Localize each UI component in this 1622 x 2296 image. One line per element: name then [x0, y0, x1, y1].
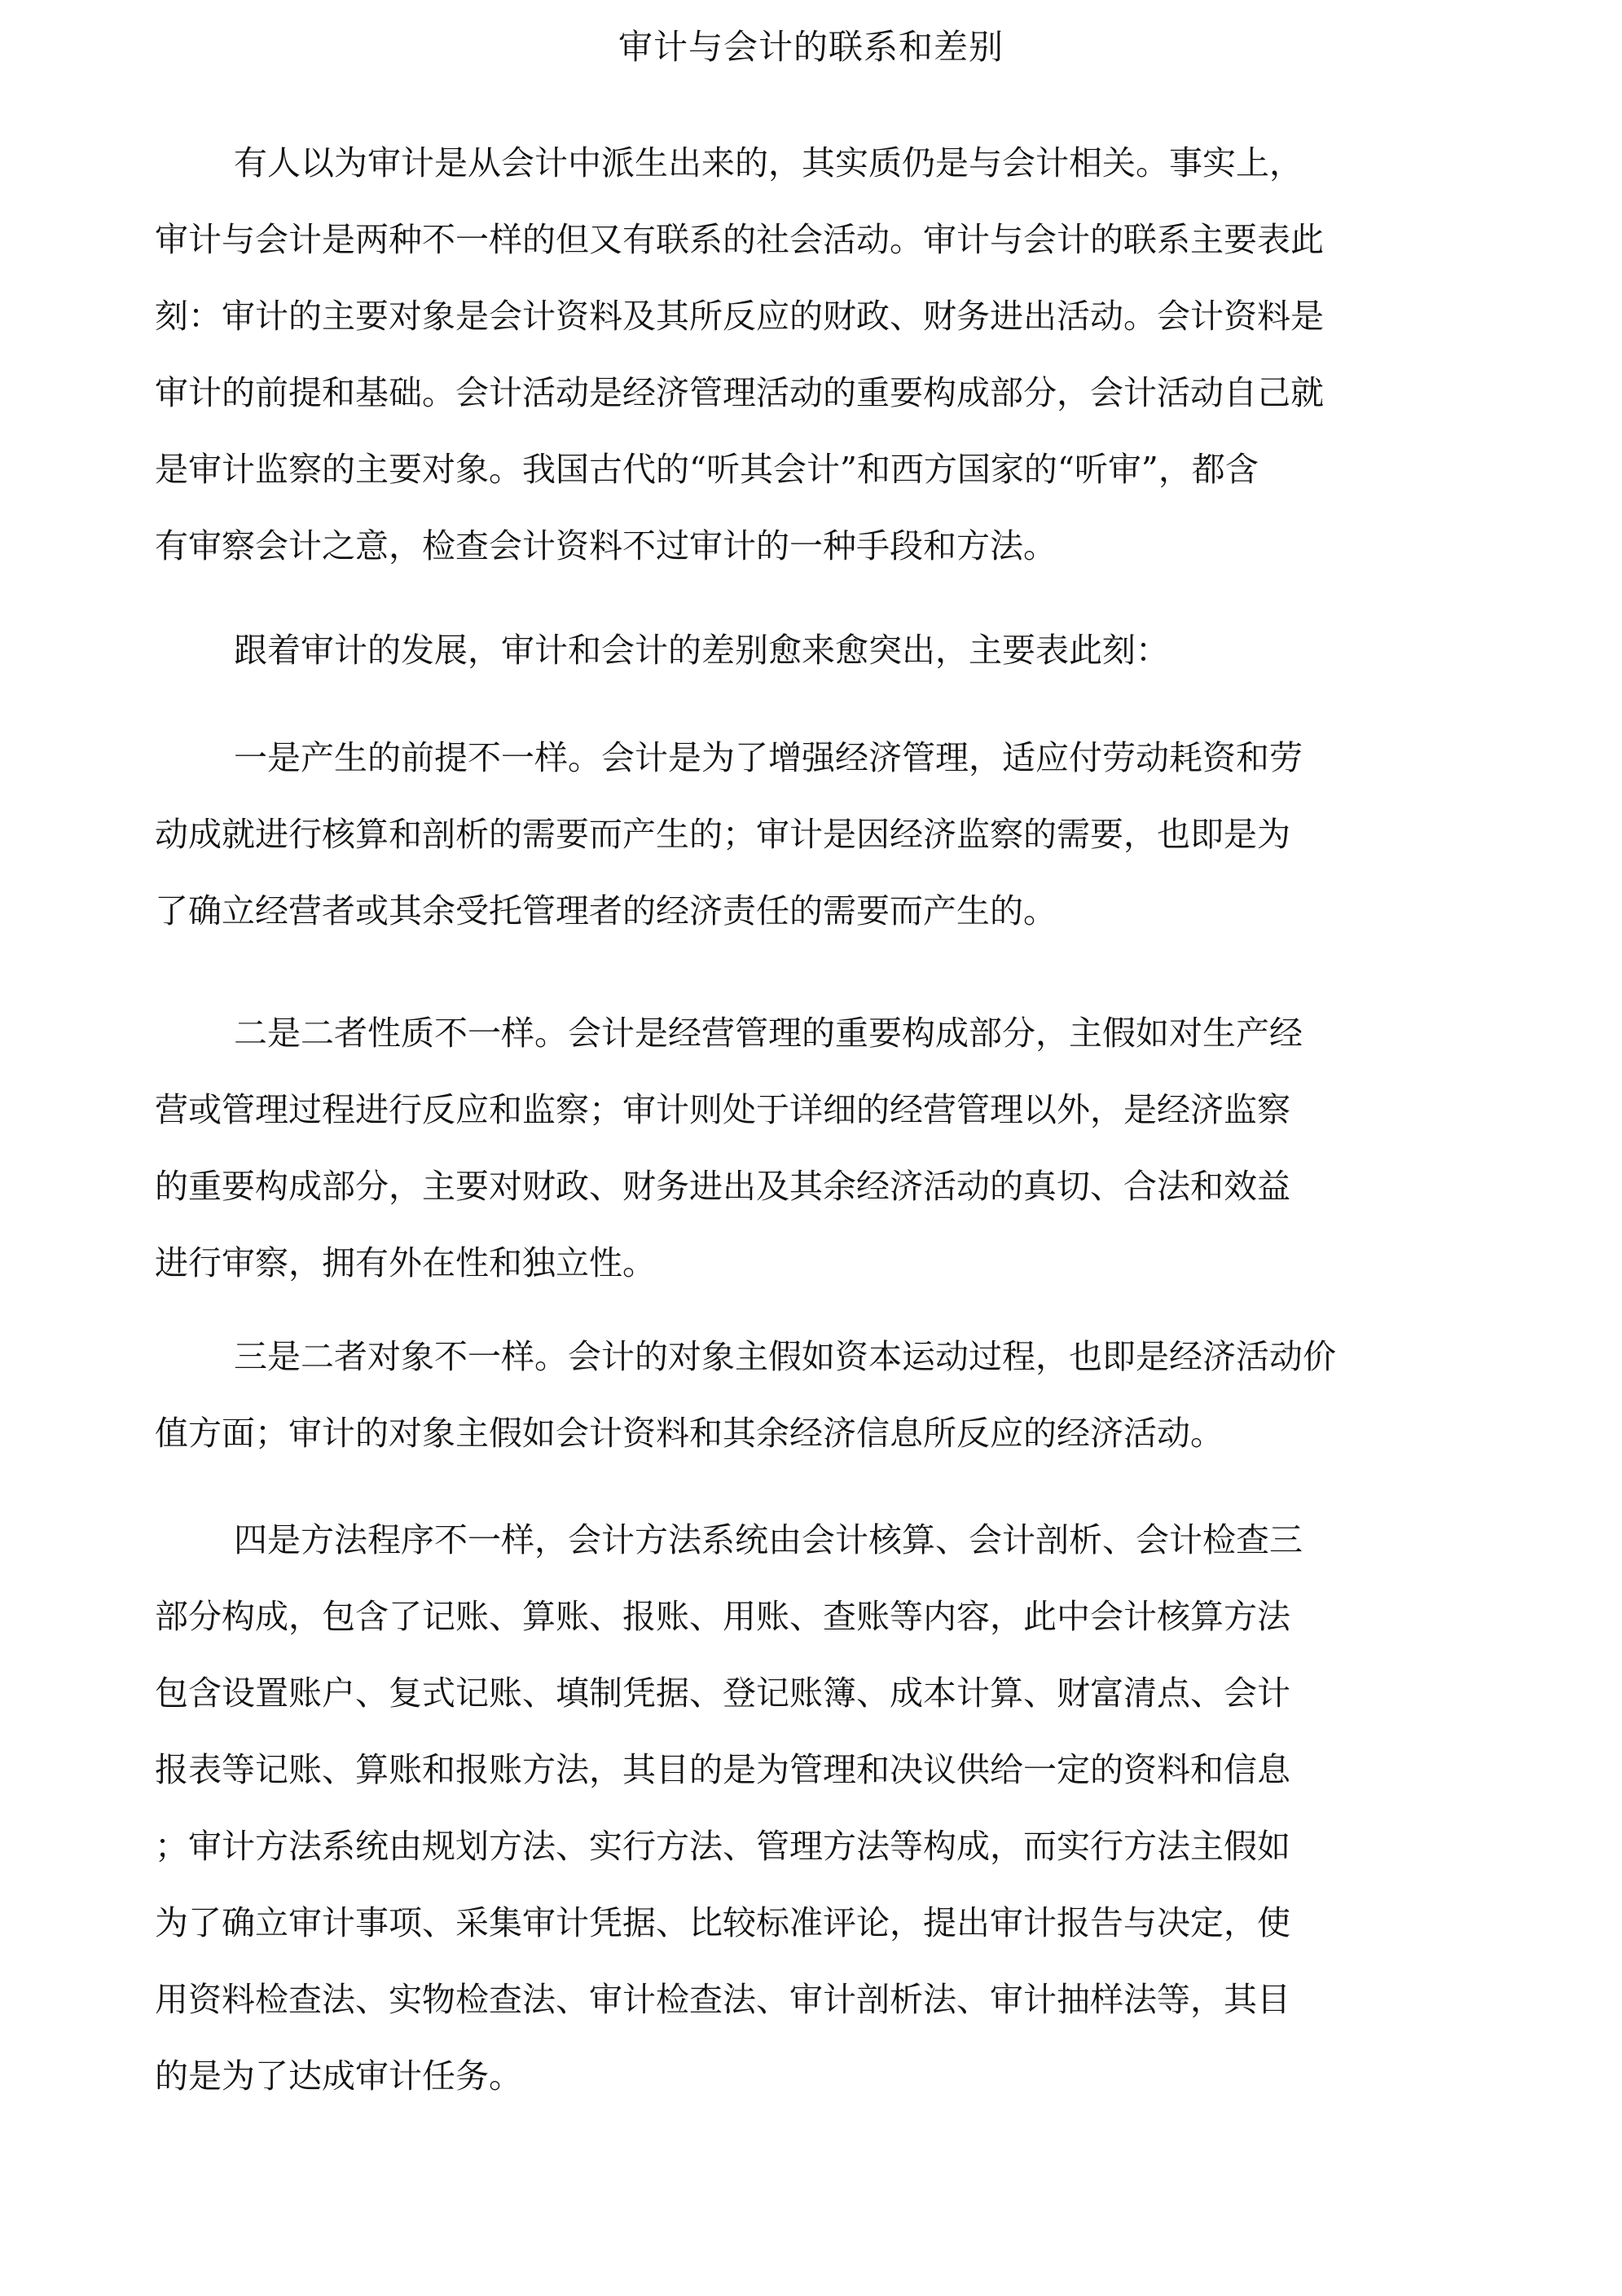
- document-title: 审计与会计的联系和差别: [618, 27, 1004, 67]
- text-line: 有审察会计之意，检查会计资料不过审计的一种手段和方法。: [155, 526, 1057, 565]
- text-line: 营或管理过程进行反应和监察；审计则处于详细的经营管理以外，是经济监察: [155, 1090, 1290, 1129]
- text-line: 审计的前提和基础。会计活动是经济管理活动的重要构成部分，会计活动自己就: [155, 373, 1324, 412]
- text-line: 为了确立审计事项、采集审计凭据、比较标准评论，提出审计报告与决定，使: [155, 1903, 1290, 1942]
- text-line: 刻：审计的主要对象是会计资料及其所反应的财政、财务进出活动。会计资料是: [155, 297, 1324, 336]
- text-line: 进行审察，拥有外在性和独立性。: [155, 1243, 656, 1282]
- text-line: 跟着审计的发展，审计和会计的差别愈来愈突出，主要表此刻：: [234, 631, 1169, 670]
- text-line: 一是产生的前提不一样。会计是为了增强经济管理，适应付劳动耗资和劳: [234, 738, 1303, 777]
- text-line: 的是为了达成审计任务。: [155, 2056, 522, 2096]
- text-line: 三是二者对象不一样。会计的对象主假如资本运动过程，也即是经济活动价: [234, 1337, 1336, 1376]
- text-line: 报表等记账、算账和报账方法，其目的是为管理和决议供给一定的资料和信息: [155, 1750, 1290, 1789]
- text-line: 有人以为审计是从会计中派生出来的，其实质仍是与会计相关。事实上，: [234, 143, 1303, 183]
- text-line: 四是方法程序不一样，会计方法系统由会计核算、会计剖析、会计检查三: [234, 1520, 1303, 1559]
- text-line: 了确立经营者或其余受托管理者的经济责任的需要而产生的。: [155, 891, 1057, 930]
- text-line: 值方面；审计的对象主假如会计资料和其余经济信息所反应的经济活动。: [155, 1414, 1224, 1453]
- text-line: 审计与会计是两种不一样的但又有联系的社会活动。审计与会计的联系主要表此: [155, 220, 1324, 259]
- text-line: 部分构成，包含了记账、算账、报账、用账、查账等内容，此中会计核算方法: [155, 1597, 1290, 1636]
- text-line: 的重要构成部分，主要对财政、财务进出及其余经济活动的真切、合法和效益: [155, 1167, 1290, 1206]
- text-line: 二是二者性质不一样。会计是经营管理的重要构成部分，主假如对生产经: [234, 1014, 1303, 1053]
- text-line: 动成就进行核算和剖析的需要而产生的；审计是因经济监察的需要，也即是为: [155, 815, 1290, 854]
- text-line: 包含设置账户、复式记账、填制凭据、登记账簿、成本计算、财富清点、会计: [155, 1674, 1290, 1713]
- text-line: ；审计方法系统由规划方法、实行方法、管理方法等构成，而实行方法主假如: [155, 1827, 1290, 1866]
- text-line: 用资料检查法、实物检查法、审计检查法、审计剖析法、审计抽样法等，其目: [155, 1980, 1290, 2019]
- text-line: 是审计监察的主要对象。我国古代的“听其会计”和西方国家的“听审”，都含: [155, 450, 1259, 489]
